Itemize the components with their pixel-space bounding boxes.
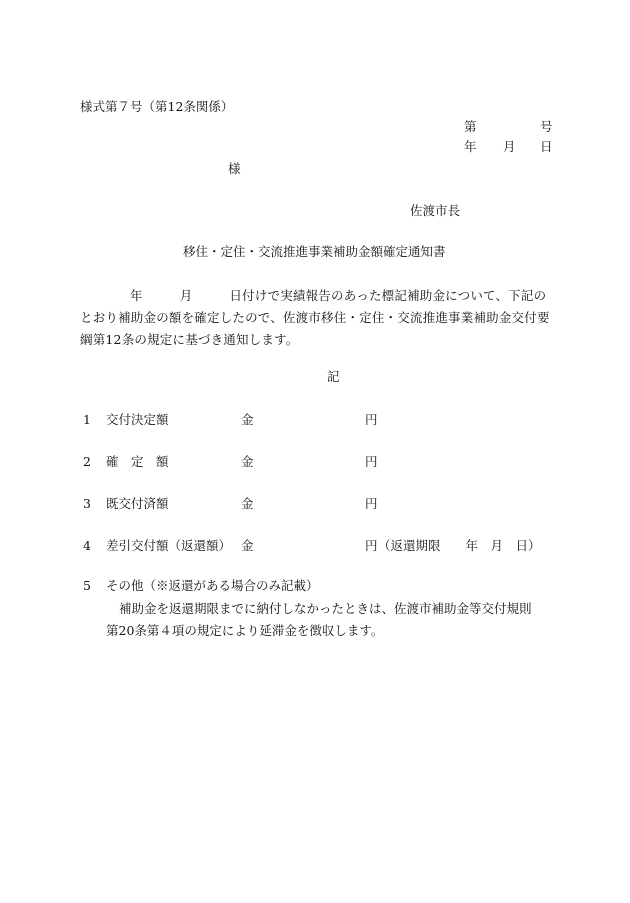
ki-heading: 記	[327, 369, 340, 384]
body-month: 月	[179, 288, 193, 303]
sender: 佐渡市長	[410, 203, 461, 218]
item-number: 2	[83, 454, 91, 469]
other-number: 5	[83, 578, 91, 593]
date-month: 月	[503, 139, 516, 154]
body-line2: とおり補助金の額を確定したので、佐渡市移住・定住・交流推進事業補助金交付要	[80, 310, 550, 325]
other-line2: 第20条第４項の規定により延滞金を徴収します。	[106, 623, 384, 638]
item-kin: 金	[241, 454, 254, 469]
item-en: 円	[365, 412, 378, 427]
item-kin: 金	[241, 538, 254, 553]
body-year: 年	[130, 288, 143, 303]
item-number: 1	[83, 412, 91, 427]
document-title: 移住・定住・交流推進事業補助金額確定通知書	[183, 244, 446, 259]
item-kin: 金	[241, 496, 254, 511]
addressee-suffix: 様	[228, 161, 241, 176]
item-en: 円	[365, 454, 378, 469]
body-paragraph	[80, 285, 560, 351]
item-number: 4	[83, 538, 91, 553]
form-number: 様式第７号（第12条関係）	[80, 99, 234, 114]
item-label: 既交付済額	[106, 496, 169, 511]
other-line1: 補助金を返還期限までに納付しなかったときは、佐渡市補助金等交付規則	[119, 601, 532, 616]
doc-number-suffix: 号	[540, 119, 553, 134]
item-label: 確 定 額	[106, 454, 169, 469]
date-year: 年	[464, 139, 477, 154]
other-label: その他（※返還がある場合のみ記載）	[106, 578, 319, 593]
item-label: 差引交付額（返還額）	[106, 538, 232, 553]
repayment-deadline: （返還期限 年 月 日）	[378, 538, 541, 553]
body-line1: 日付けで実績報告のあった標記補助金について、下記の	[229, 288, 547, 303]
item-number: 3	[83, 496, 91, 511]
body-line3: 綱第12条の規定に基づき通知します。	[80, 332, 299, 347]
item-label: 交付決定額	[106, 412, 169, 427]
item-en: 円	[365, 496, 378, 511]
item-en: 円	[365, 538, 378, 553]
doc-number-prefix: 第	[464, 119, 477, 134]
date-day: 日	[540, 139, 553, 154]
item-kin: 金	[241, 412, 254, 427]
